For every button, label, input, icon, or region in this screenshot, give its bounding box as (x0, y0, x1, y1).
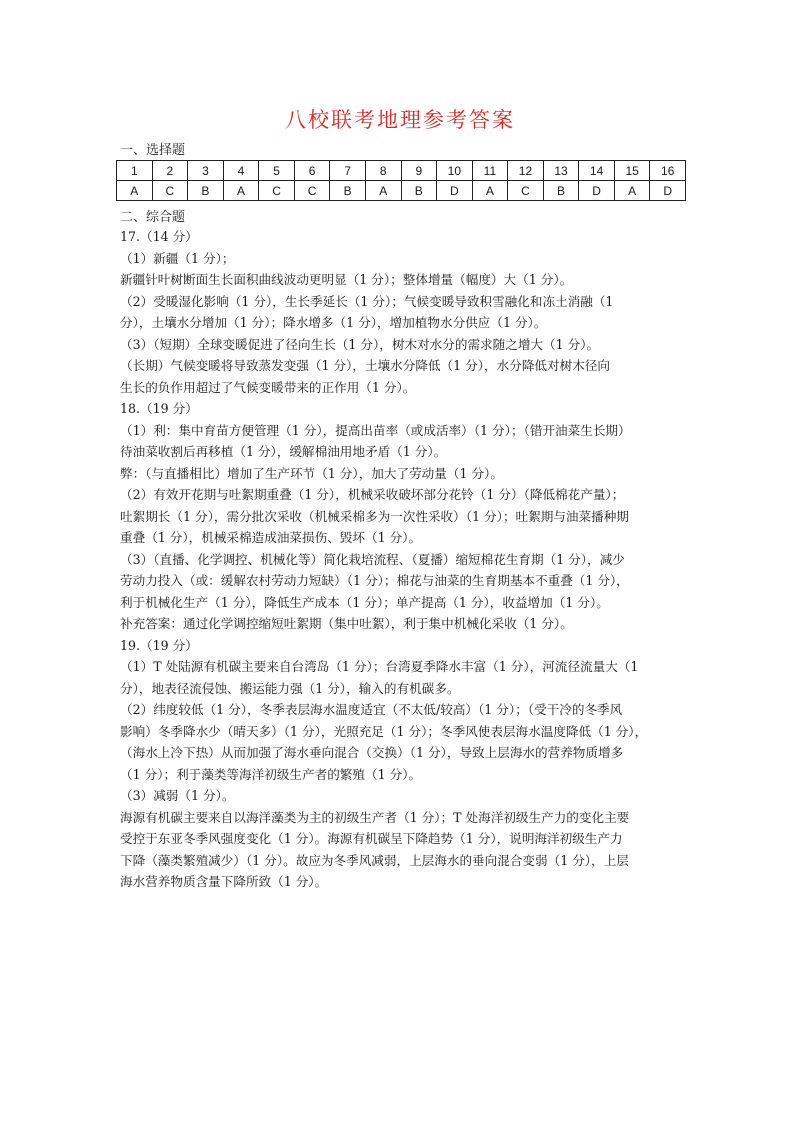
question-number-cell: 10 (437, 161, 473, 181)
question-number-cell: 5 (259, 161, 295, 181)
answer-line: （2）受暖湿化影响（1 分），生长季延长（1 分）；气候变暖导致积雪融化和冻土消融（1 (120, 293, 614, 309)
answer-cell: C (152, 181, 188, 201)
answer-row (117, 181, 686, 201)
question-number-cell: 6 (294, 161, 330, 181)
answer-line: （3）（直播、化学调控、机械化等）简化栽培流程、（夏播）缩短棉花生育期（1 分），减少 (120, 551, 625, 567)
question-number-cell: 16 (650, 161, 686, 181)
answer-line: （1）新疆（1 分）； (120, 250, 235, 266)
question-number-cell: 7 (330, 161, 366, 181)
answer-line: 重叠（1 分），机械采棉造成油菜损伤、毁坏（1 分）。 (120, 530, 422, 545)
answer-line: （1）T 处陆源有机碳主要来自台湾岛（1 分）；台湾夏季降水丰富（1 分），河流径流量大（1 (120, 659, 639, 674)
question-number-cell: 12 (508, 161, 544, 181)
question-number-cell: 2 (152, 161, 188, 181)
question-number-cell: 1 (117, 161, 153, 181)
answer-cell: A (365, 181, 401, 201)
question-number-cell: 8 (365, 161, 401, 181)
answer-line: （海水上冷下热）从而加强了海水垂向混合（交换）（1 分），导致上层海水的营养物质增多 (120, 745, 624, 760)
question-number-cell: 4 (223, 161, 259, 181)
answer-line: （1）利：集中育苗方便管理（1 分），提高出苗率（或成活率）（1 分）；（错开油菜生长期） (120, 422, 631, 438)
section-comprehensive-heading: 二、综合题 (120, 210, 186, 225)
answer-cell: B (188, 181, 224, 201)
page-title: 八校联考地理参考答案 (285, 108, 515, 132)
question-number-cell: 11 (472, 161, 508, 181)
answer-line: 分），土壤水分增加（1 分）；降水增多（1 分），增加植物水分供应（1 分）。 (120, 315, 547, 330)
answer-cell: D (437, 181, 473, 201)
answer-cell: C (294, 181, 330, 201)
answer-line: 17.（14 分） (120, 229, 198, 244)
answer-line: 补充答案：通过化学调控缩短吐絮期（集中吐絮），利于集中机械化采收（1 分）。 (120, 616, 573, 631)
answer-line: 劳动力投入（或：缓解农村劳动力短缺）（1 分）；棉花与油菜的生育期基本不重叠（1 分）， (120, 573, 629, 588)
answer-cell: A (614, 181, 650, 201)
question-number-cell: 14 (579, 161, 615, 181)
answer-line: （3）（短期）全球变暖促进了径向生长（1 分），树木对水分的需求随之增大（1 分）。 (120, 336, 600, 352)
answer-line: 弊：（与直播相比）增加了生产环节（1 分），加大了劳动量（1 分）。 (120, 465, 503, 481)
answer-line: 生长的负作用超过了气候变暖带来的正作用（1 分）。 (120, 379, 416, 395)
answer-line: （2）有效开花期与吐絮期重叠（1 分），机械采收破坏部分花铃（1 分）（降低棉花产量）； (120, 487, 625, 502)
answer-line: 影响）冬季降水少（晴天多）（1 分），光照充足（1 分）；冬季风使表层海水温度降低（1 分）， (120, 723, 648, 739)
answer-line: 19.（19 分） (120, 637, 198, 653)
answer-cell: A (472, 181, 508, 201)
answer-line: （3）减弱（1 分）。 (120, 788, 235, 803)
answer-line: 18.（19 分） (120, 401, 198, 416)
answer-cell: C (259, 181, 295, 201)
multiple-choice-answer-table (116, 160, 686, 201)
answer-line: （1 分）；利于藻类等海洋初级生产者的繁殖（1 分）。 (120, 766, 422, 782)
question-number-cell: 9 (401, 161, 437, 181)
answer-cell: B (543, 181, 579, 201)
answer-text-body (120, 226, 690, 893)
question-number-cell: 13 (543, 161, 579, 181)
answer-cell: A (223, 181, 259, 201)
answer-line: 吐絮期长（1 分），需分批次采收（机械采棉多为一次性采收）（1 分）；吐絮期与油菜播种期 (120, 508, 629, 524)
answer-line: 分），地表径流侵蚀、搬运能力强（1 分），输入的有机碳多。 (120, 680, 460, 696)
answer-cell: D (579, 181, 615, 201)
answer-cell: D (650, 181, 686, 201)
section-multiple-choice-heading: 一、选择题 (120, 143, 186, 158)
answer-line: 新疆针叶树断面生长面积曲线波动更明显（1 分）；整体增量（幅度）大（1 分）。 (120, 272, 573, 287)
answer-line: （长期）气候变暖将导致蒸发变强（1 分），土壤水分降低（1 分），水分降低对树木径向 (120, 358, 610, 373)
answer-line: 海源有机碳主要来自以海洋藻类为主的初级生产者（1 分）；T 处海洋初级生产力的变化主要 (120, 809, 630, 825)
question-number-cell: 3 (188, 161, 224, 181)
answer-line: 下降（藻类繁殖减少）（1 分）。故应为冬季风减弱，上层海水的垂向混合变弱（1 分），上层 (120, 852, 629, 868)
question-number-cell: 15 (614, 161, 650, 181)
answer-line: 待油菜收割后再移植（1 分），缓解棉油用地矛盾（1 分）。 (120, 444, 447, 459)
answer-cell: C (508, 181, 544, 201)
answer-line: 受控于东亚冬季风强度变化（1 分）。海源有机碳呈下降趋势（1 分），说明海洋初级生产力 (120, 831, 623, 846)
answer-line: 海水营养物质含量下降所致（1 分）。 (120, 874, 328, 889)
answer-line: （2）纬度较低（1 分），冬季表层海水温度适宜（不太低/较高）（1 分）；（受干冷的冬季风 (120, 702, 623, 717)
answer-cell: A (117, 181, 153, 201)
answer-cell: B (401, 181, 437, 201)
question-number-row (117, 161, 686, 181)
answer-cell: B (330, 181, 366, 201)
answer-line: 利于机械化生产（1 分），降低生产成本（1 分）；单产提高（1 分），收益增加（1 分）。 (120, 594, 609, 610)
